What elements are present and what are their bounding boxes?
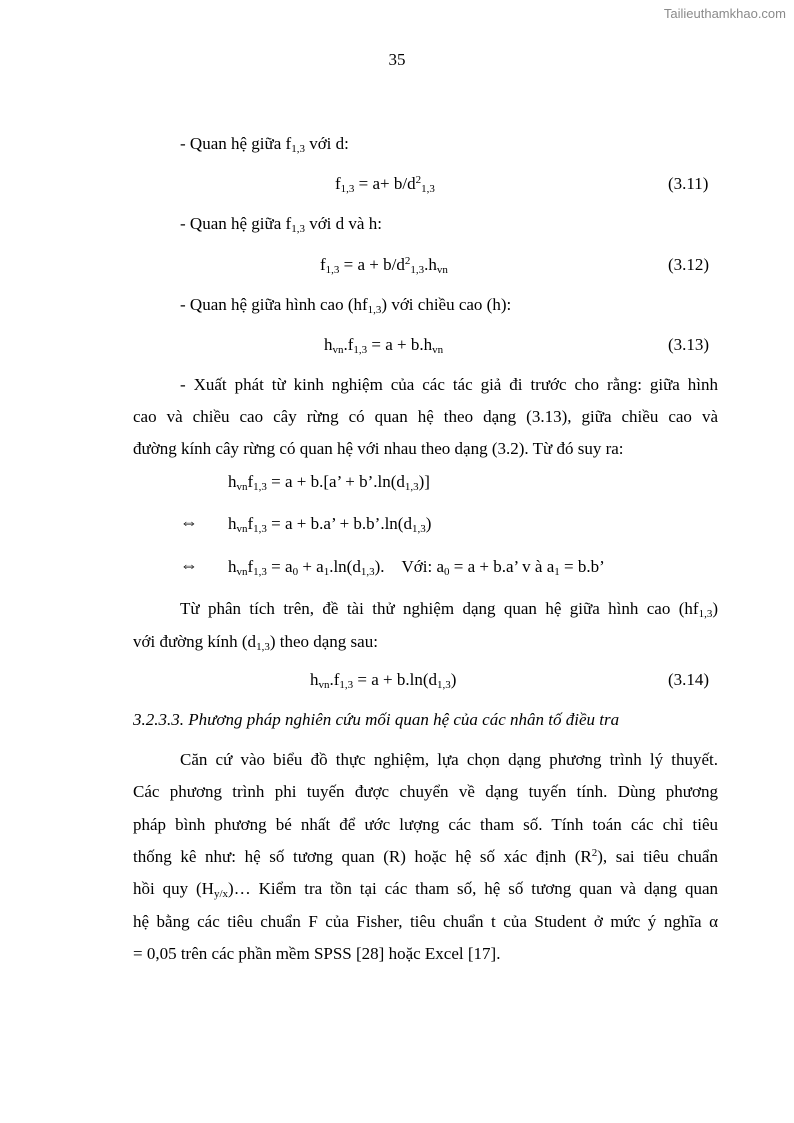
equivalence-icon: ⇔ [180, 512, 198, 532]
relation-hf13-h-label: - Quan hệ giữa hình cao $(hf_{1,3})$ với chiều cao (h): [180, 295, 512, 316]
relation-f13-d-h-label: - Quan hệ giữa $f_{1,3}$ với d và h: [180, 214, 382, 235]
equation-3-11: $f_{1,3} = a+ b/d^2_{1,3}$ [335, 174, 435, 195]
paragraph-1-line-2: cao và chiều cao cây rừng có quan hệ theo dạng (3.13), giữa chiều cao và [133, 407, 718, 426]
watermark: Tailieuthamkhao.com [663, 6, 786, 21]
section-heading: 3.2.3.3. Phương pháp nghiên cứu mối quan hệ của các nhân tố điều tra [133, 710, 620, 729]
paragraph-3-line-1: Căn cứ vào biểu đồ thực nghiệm, lựa chọn dạng phương trình lý thuyết. [180, 750, 718, 769]
paragraph-2-line-2: với đường kính $(d_{1,3})$ theo dạng sau: [133, 632, 378, 653]
derivation-step-1: $h_{vn}f_{1,3} = a + b.[a$’ + $b’.\ln(d_{1,3})$] [228, 472, 430, 493]
paragraph-1-line-3: đường kính cây rừng có quan hệ với nhau theo dạng (3.2). Từ đó suy ra: [133, 439, 624, 458]
paragraph-2-line-1: Từ phân tích trên, đề tài thử nghiệm dạng quan hệ giữa hình cao $(hf_{1,3})$ [180, 599, 718, 620]
equation-3-14: $h_{vn}.f_{1,3} = a + b.\ln(d_{1,3})$ [310, 670, 457, 691]
paragraph-3-line-6: hệ bằng các tiêu chuẩn F của Fisher, tiêu chuẩn t của Student ở mức ý nghĩa α [133, 912, 718, 931]
equation-number-3-12: (3.12) [668, 255, 710, 274]
paragraph-3-line-5: hồi quy $(H_{y/x})\dots$ Kiểm tra tồn tại các tham số, hệ số tương quan và dạng quan [133, 879, 718, 900]
paragraph-3-line-2: Các phương trình phi tuyến được chuyển về dạng tuyến tính. Dùng phương [133, 782, 718, 801]
paragraph-3-line-7: = 0,05 trên các phần mềm SPSS [28] hoặc Excel [17]. [133, 944, 501, 963]
equivalence-icon: ⇔ [180, 555, 198, 575]
equation-3-13: $h_{vn}.f_{1,3} = a + b.h_{vn}$ [324, 335, 444, 356]
derivation-step-3: $h_{vn}f_{1,3} = a_0 + a_1.\ln(d_{1,3})$. Với: $a_0 = a + b.a$’ v à $a_1 = b.b$’ [228, 557, 605, 578]
relation-f13-d-label: - Quan hệ giữa $f_{1,3}$ với d: [180, 134, 349, 155]
paragraph-3-line-3: pháp bình phương bé nhất để ước lượng các tham số. Tính toán các chỉ tiêu [133, 815, 718, 834]
equation-number-3-11: (3.11) [668, 174, 709, 193]
paragraph-3-line-4: thống kê như: hệ số tương quan (R) hoặc hệ số xác định $(R^2)$, sai tiêu chuẩn [133, 847, 718, 866]
page-number: 35 [388, 50, 406, 69]
equation-number-3-14: (3.14) [668, 670, 710, 689]
paragraph-1-line-1: - Xuất phát từ kinh nghiệm của các tác giả đi trước cho rằng: giữa hình [180, 375, 718, 394]
equation-3-12: $f_{1,3} = a + b/d^2_{1,3}.h_{vn}$ [320, 255, 448, 276]
equation-number-3-13: (3.13) [668, 335, 710, 354]
derivation-step-2: $h_{vn}f_{1,3} = a + b.a$’ + $b.b’.\ln(d_{1,3})$ [228, 514, 432, 535]
